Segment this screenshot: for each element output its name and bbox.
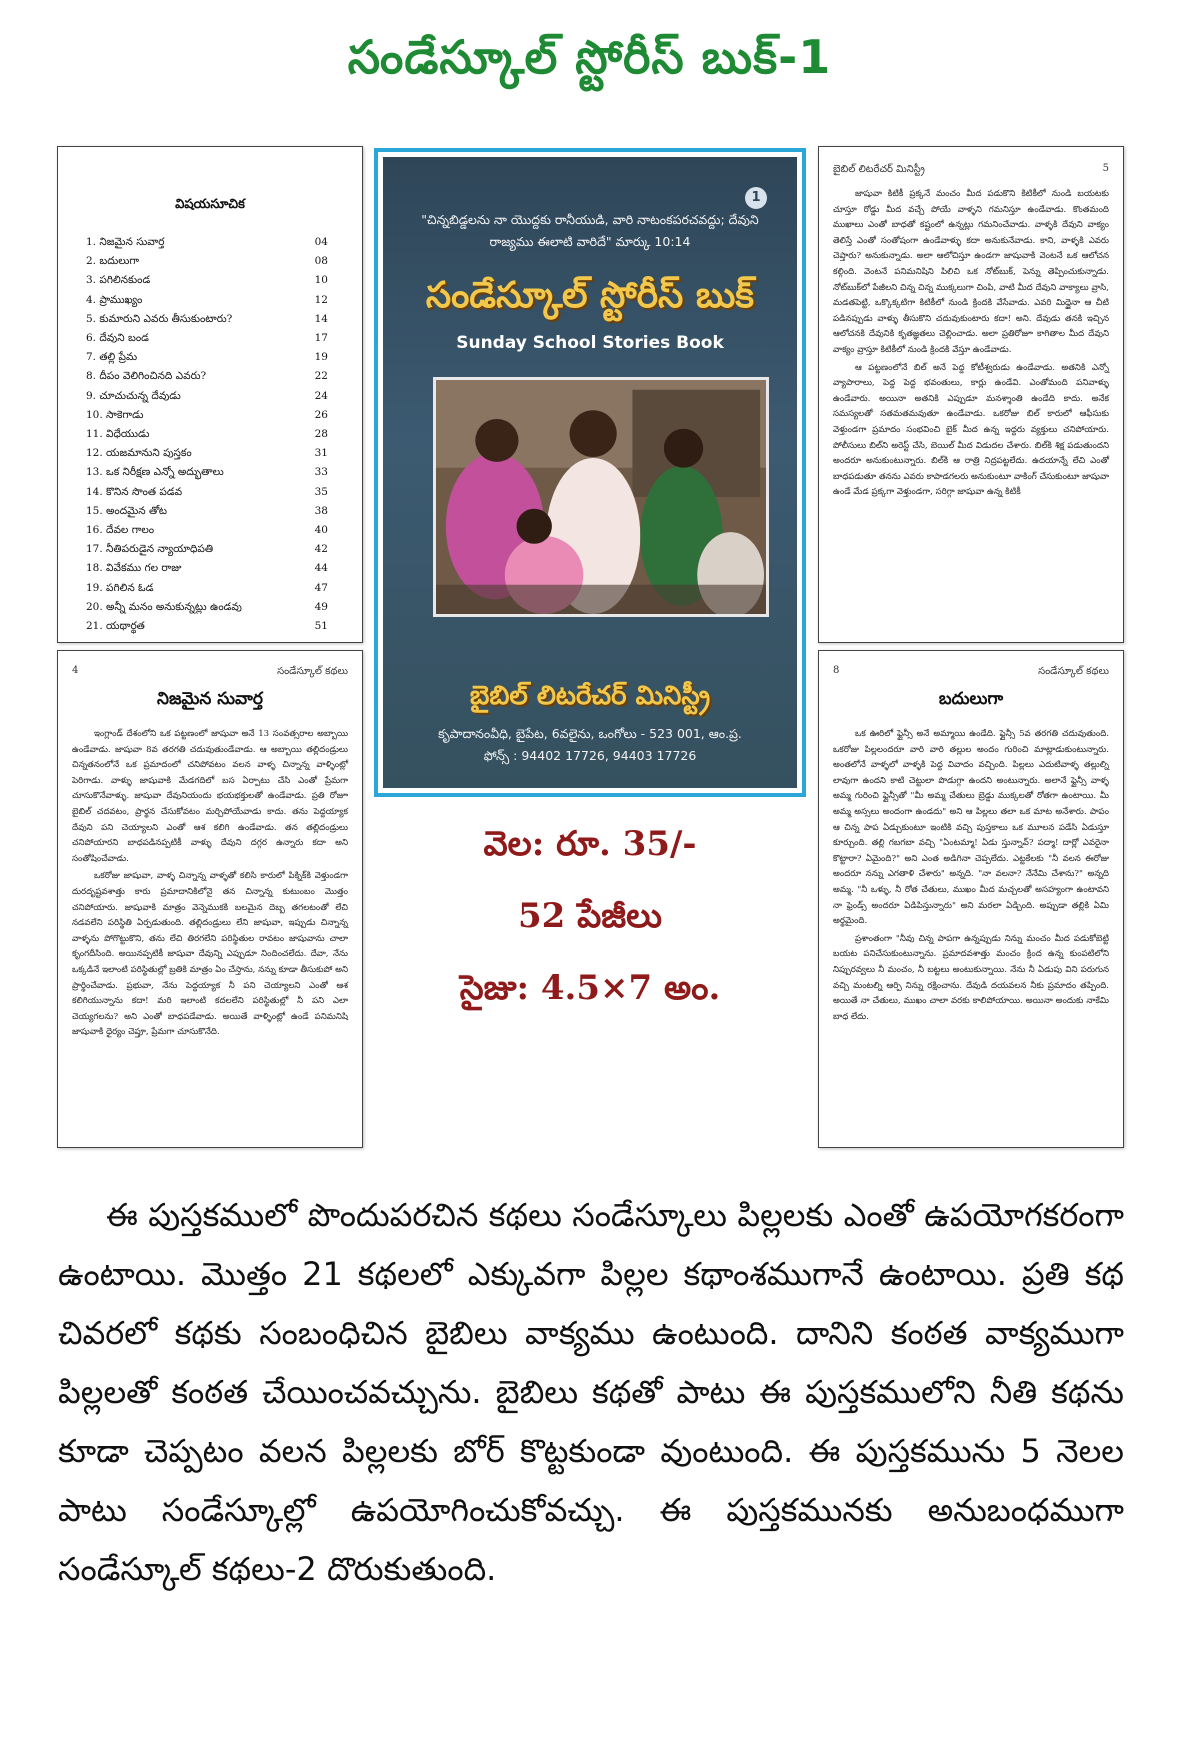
toc-item (72, 617, 348, 636)
toc-item-label: 11. విధేయుడు (86, 428, 150, 441)
toc-item (72, 310, 348, 329)
paragraph: జాషువా కిటికీ ప్రక్కనే మంచం మీద పడుకొని కిటికీలో నుండి బయటకు చూస్తూ రోడ్డు మీద వచ్చే పోయే వాళ్ళని గమనిస్తూ ఉండేవాడు. కొంతమంది ముఖాలు ఎంతో బాధతో కష్టంలో ఉన్నట్లు గమనించేవాడు. వాళ్ళకి దేవుని వాక్యం తెలిస్తే ఎంతో సంతోషంగా ఉండేవాళ్ళు కదా అనుకునేవాడు. కాని, వాళ్ళకి ఎవరు చెప్తారు? అనుకున్నాడు. అలా ఆలోచిస్తూ ఉండగా జాషువాకి వెంటనే ఒక ఆలోచన కల్గింది. వెంటనే పనిమనిషిని పిలిచి ఒక నోట్‌బుక్, పెన్ను తెప్పించుకున్నాడు. నోట్‌బుక్‌లో పేజీలని చిన్న చిన్న ముక్కలుగా చింపి, వాటి మీద దేవుని వాక్యాలు వ్రాసి, మడతపెట్టి, ఒక్కొక్కటిగా కిటికీలో నుండి క్రిందకి వేసేవాడు. ఎవరి మిద్దైనా ఆ చీటి పడినప్పుడు వాళ్ళు తీసుకొని చదువుకుంటారు కదా! అని. దేవుడు తనకి ఇచ్చిన ఆలోచనకి దేవునికి కృతజ్ఞతలు చెల్లించాడు. అలా ప్రతిరోజూ కాగితాల మీద దేవుని వాక్యం వ్రాస్తూ కిటికీలో నుండి క్రిందకి వేస్తూ ఉండేవాడు. (833, 189, 1109, 355)
toc-item-label: 2. బదులుగా (86, 255, 140, 268)
toc-item-page: 12 (314, 293, 328, 306)
cover-title: సండేస్కూల్ స్టోరీస్ బుక్ (425, 275, 755, 316)
toc-item-label: 6. దేవుని బండ (86, 332, 149, 345)
running-header-left: బైబిల్ లిటరేచర్ మినిస్ట్రీ (833, 164, 925, 175)
story-title: నిజమైన సువార్త (157, 689, 263, 709)
paragraph: ఆ పట్టణంలోనే బిల్ అనే పెద్ద కోటీశ్వరుడు ఉండేవాడు. అతనికి ఎన్నో వ్యాపారాలు, పెద్ద పెద్ద భవంతులు, కార్లు ఉండేవి. ఎంతోమంది పనివాళ్ళు ఉండేవారు. అయినా అతనికి ఎప్పుడూ మనశ్శాంతి ఉండేది కాదు. అనేక సమస్యలతో సతమతమవుతూ ఉండేవాడు. ఒకరోజు బిల్ కారులో ఆఫీసుకు వెళ్తుండగా ప్రమాదం సంభవించి బైక్ మీద ఉన్న ఇద్దరు వ్యక్తులు చనిపోయారు. పోలీసులు బిల్‌ని అరెస్ట్ చేసి, బెయిల్ మీద విడుదల చేశారు. బిల్‌కి శిక్ష పడుతుందని అందరూ అనుకుంటున్నారు. బిల్‌కి ఆ రాత్రి నిద్రపట్టలేదు. ఉదయాన్నే లేచి ఎంతో బాధపడుతూ తనను ఎవరు కాపాడగలరు అనుకుంటూ వాకింగ్ చేసుకుంటూ జాషువా ఉండే మేడ ప్రక్కగా వెళ్తుండగా, సరిగ్గా జాషువా ఉన్న కిటికీ (833, 362, 1109, 498)
page-title: సండేస్కూల్ స్టోరీస్ బుక్-1 (347, 30, 832, 84)
sample-page-8 (818, 650, 1124, 1148)
toc-list (72, 233, 348, 636)
cover-address-block (393, 723, 787, 767)
toc-item-label: 4. ప్రాముఖ్యం (86, 293, 143, 306)
page-body (72, 727, 348, 1041)
toc-item-label: 15. అందమైన తోట (86, 504, 168, 517)
volume-badge: 1 (745, 187, 767, 209)
toc-item-label: 17. నీతిపరుడైన న్యాయాధిపతి (86, 543, 214, 556)
size-label: సైజు: 4.5×7 అం. (459, 968, 721, 1008)
toc-item-label: 14. కొనిన సొంత పడవ (86, 485, 183, 498)
toc-item-label: 19. పగిలిన ఓడ (86, 581, 154, 594)
book-cover-inner (383, 157, 797, 788)
running-header-right: 5 (1102, 163, 1109, 174)
running-header-right: సండేస్కూల్ కథలు (1038, 666, 1109, 677)
toc-item-label: 12. యజమానుని పుస్తకం (86, 447, 192, 460)
paragraph: ప్రశాంతంగా "నీవు చిన్న పాపగా ఉన్నప్పుడు నిన్ను మంచం మీద పడుకోబెట్టి బయట పనిచేసుకుంటున్నాను. ప్రమాదవశాత్తు మంచం క్రింద ఉన్న కుంపటిలోని నిప్పురవ్వలు నీ మంచం, నీ బట్టలు అంటుకున్నాయి. నేను నీ ఏడుపు విని పరుగున వచ్చి మంటల్ని ఆర్పి నిన్ను రక్షించాను. దేవుడి దయవలన నీకు ప్రమాదం తప్పింది. అయితే నా చేతులు, ముఖం చాలా వరకు కాలిపోయాయి. అయినా అందుకు నాకేమి బాధ లేదు. (833, 933, 1109, 1022)
toc-item-label: 9. చూచుచున్న దేవుడు (86, 389, 181, 402)
cover-photo (433, 377, 769, 617)
cover-verse: "చిన్నబిడ్డలను నా యొద్దకు రానీయుడి, వారి నాటంకపరచవద్దు; దేవుని రాజ్యము ఈలాటి వారిదే" మార్కు 10:14 (421, 212, 759, 249)
page-count-label: 52 పేజీలు (517, 896, 663, 936)
toc-item-label: 7. తల్లి ప్రేమ (86, 351, 138, 364)
cover-publisher: బైబిల్ లిటరేచర్ మినిస్ట్రీ (469, 681, 711, 711)
toc-heading: విషయసూచిక (175, 197, 245, 212)
toc-item-page: 47 (314, 581, 328, 594)
children-praying-photo (436, 380, 766, 614)
toc-item (72, 271, 348, 290)
toc-item-page: 51 (314, 620, 328, 633)
toc-item-label: 18. వివేకము గల రాజు (86, 562, 182, 575)
running-header-left: 8 (833, 665, 840, 676)
toc-item-page: 44 (314, 562, 328, 575)
toc-item-page: 33 (314, 466, 328, 479)
toc-item-page: 17 (314, 332, 328, 345)
running-header (72, 665, 348, 679)
running-header-right: సండేస్కూల్ కథలు (277, 666, 348, 677)
toc-item-label: 3. పగిలినకుండ (86, 274, 151, 287)
toc-item (72, 444, 348, 463)
toc-item-page: 35 (314, 485, 328, 498)
toc-item-label: 20. అన్నీ మనం అనుకున్నట్లు ఉండవు (86, 600, 242, 613)
toc-item (72, 483, 348, 502)
toc-item (72, 598, 348, 617)
toc-item-page: 31 (314, 447, 328, 460)
toc-page (57, 146, 363, 643)
toc-item (72, 521, 348, 540)
toc-item (72, 540, 348, 559)
toc-item-page: 04 (314, 236, 328, 248)
paragraph: ఒకరోజు జాషువా, వాళ్ళ చిన్నాన్న వాళ్ళతో కలిసి కారులో పిక్నిక్‌కి వెళ్తుండగా దురదృష్టవశాత్తు కారు ప్రమాదానికిలోనై తన చిన్నాన్న కుటుంబం మొత్తం చనిపోయారు. జాషువాకి మాత్రం వెన్నెముకకి బలమైన దెబ్బ తగలటంతో లేచి నడవలేని పరిస్థితి ఏర్పడుతుంది. తల్లిదండ్రులు లేని జాషువా, ఇప్పుడు చిన్నాన్న వాళ్ళను పోగొట్టుకొని, తను లేచి తిరగలేని పరిస్థితుల రావటం జాషువాను చాలా కృంగదీసింది. అయినప్పటికీ జాషువా దేవున్ని ఎప్పుడూ నిందించలేదు. దేవా, నేను ఒక్కడినే ఇలాంటి పరిస్థితుల్లో బ్రతికి మాత్రం ఏం చేస్తాను, నన్ను కూడా తీసుకుపో అని ప్రార్థించేవాడు. ప్రభువా, నేను పెద్దయ్యాక నీ పని చెయ్యాలని ఎంతో ఆశ కలిగియున్నాను కదా! మరి ఇలాంటి కదలలేని పరిస్థితుల్లో నీ పని ఎలా చెయ్యగలను? అని ఎంతో బాధపడేవాడు. అయితే వాళ్ళింట్లో ఉండే పనిమనిషి జాషువాకి ధైర్యం చెప్తూ, ప్రేమగా చూసుకొనేది. (72, 871, 348, 1038)
toc-item (72, 579, 348, 598)
toc-item-label: 5. కుమారుని ఎవరు తీసుకుంటారు? (86, 312, 233, 325)
description-text: ఈ పుస్తకములో పొందుపరచిన కథలు సండేస్కూలు పిల్లలకు ఎంతో ఉపయోగకరంగా ఉంటాయి. మొత్తం 21 కథలలో ఎక్కువగా పిల్లల కథాంశముగానే ఉంటాయి. ప్రతి కథ చివరలో కథకు సంబంధిచిన బైబిలు వాక్యము ఉంటుంది. దానిని కంఠత వాక్యముగా పిల్లలతో కంఠత చేయించవచ్చును. బైబిలు కథతో పాటు ఈ పుస్తకములోని నీతి కథను కూడా చెప్పటం వలన పిల్లలకు బోర్ కొట్టకుండా వుంటుంది. ఈ పుస్తకమును 5 నెలల పాటు సండేస్కూల్లో ఉపయోగించుకోవచ్చు. ఈ పుస్తకమునకు అనుబంధముగా సండేస్కూల్ కథలు-2 దొరుకుతుంది. (58, 1196, 1124, 1588)
cover-phones: ఫోన్స్ : 94402 17726, 94403 17726 (483, 748, 697, 763)
toc-item (72, 233, 348, 252)
toc-item (72, 367, 348, 386)
price-label: వెల: రూ. 35/- (483, 824, 697, 864)
toc-item (72, 559, 348, 578)
toc-item (72, 463, 348, 482)
paragraph: ఒక ఊరిలో ఫ్లైన్సీ అనే అమ్మాయి ఉండేది. ఫ్లైన్సీ 5వ తరగతి చదువుతుంది. ఒకరోజు పిల్లలందరూ వారి వారి తల్లుల అందం గురించి మాట్లాడుకుంటున్నారు. అంతలోనే వాళ్ళలో వాళ్ళకి పెద్ద వివాదం వచ్చింది. పిల్లలు ఎదుటివాళ్ళ తల్లుల్ని లావుగా ఉందని కాటి చెట్టులా పొడుగ్గా ఉందని అంటున్నారు. అలానే ఫ్లైన్సీ వాళ్ళ అమ్మ గురించి ఫ్లైన్సీతో "మీ అమ్మ చేతులు బ్రెడ్డు ముక్కలతో రోతగా ఉంటాయి. మీ అమ్మ అస్సలు అందంగా ఉండదు" అని ఆ పిల్లలు తలా ఒక మాట అనేశారు. పాపం ఆ చిన్న పాప ఏడ్చుకుంటూ ఇంటికి వచ్చి పుస్తకాలు ఒక మూలన పడేసి ఏడుస్తూ కూర్చుంది. తల్లి గబగబా వచ్చి "ఏంటమ్మా! ఏడు స్తున్నావ్? పద్మా! దార్లో ఎవరైనా కొట్టారా? ఏమైంది?" అని ఎంత అడిగినా చెప్పలేదు. ఎట్టకేలకు "నీ వలన ఈరోజు అందరూ నన్ను ఎగతాళి చేశారు" అన్నది. "నా వలనా? నేనేమి చేశాను?" అన్నది అమ్మ. "నీ ఒళ్ళు, నీ రోత చేతులు, ముఖం మీద మచ్చలతో అసహ్యంగా ఉంటావని నా ఫ్రెండ్స్ అందరూ ఏడిపిస్తున్నారు" అని మరలా ఏడ్చింది. అప్పుడా తల్లికి ఏమి అర్థమైంది. (833, 729, 1109, 927)
toc-item (72, 291, 348, 310)
toc-item-page: 22 (314, 370, 328, 383)
toc-item-page: 08 (314, 255, 328, 268)
toc-item (72, 348, 348, 367)
page-body (833, 727, 1109, 1025)
toc-item (72, 329, 348, 348)
toc-item-label: 10. సాకెగాడు (86, 408, 144, 421)
toc-item-label: 16. దేవల గాలం (86, 524, 155, 537)
page-body (833, 187, 1109, 501)
toc-item-label: 8. దీపం వెలిగించినది ఎవరు? (86, 370, 207, 383)
book-description (58, 1186, 1124, 1599)
toc-item-page: 42 (314, 543, 328, 556)
sample-page-4 (57, 650, 363, 1148)
toc-item-page: 24 (314, 389, 328, 402)
toc-item (72, 406, 348, 425)
cover-subtitle: Sunday School Stories Book (456, 333, 724, 353)
toc-item (72, 387, 348, 406)
paragraph: ఇంగ్లాండ్ దేశంలోని ఒక పట్టణంలో జాషువా అనే 13 సంవత్సరాల అబ్బాయి ఉండేవాడు. జాషువా 8వ తరగతి చదువుతుండేవాడు. ఆ అబ్బాయి తల్లిదండ్రులు చిన్నతనంలోనే ఒక ప్రమాదంలో చనిపోవటం వలన వాళ్ళ చిన్నాన్న వాళ్ళింట్లో పెరిగాడు. వాళ్ళు జాషువాకి మేడగదిలో బస ఏర్పాటు చేసి ఎంతో ప్రేమగా చూసుకొనేవాళ్ళు. జాషువా దేవునియందు భయభక్తులతో ఉండేవాడు. ప్రతి రోజూ బైబిల్ చదవటం, ప్రార్థన చేసుకోవటం మర్చిపోయేవాడు కాదు. తను పెద్దయ్యాక దేవుని పని చెయ్యాలని ఎంతో ఆశ కలిగి ఉండేవాడు. తన తల్లిదండ్రులు చనిపోయారని బాధపడినప్పటికీ వాళ్ళు దేవుని దగ్గర ఉన్నారు కదా అని సంతోషించేవాడు. (72, 729, 348, 864)
toc-item-page: 14 (314, 312, 328, 325)
toc-item-label: 1. నిజమైన సువార్త (86, 236, 165, 248)
toc-item (72, 252, 348, 271)
toc-item-page: 40 (314, 524, 328, 537)
toc-item-page: 38 (314, 504, 328, 517)
sample-page-5 (818, 146, 1124, 643)
toc-item-page: 19 (314, 351, 328, 364)
story-title: బదులుగా (938, 689, 1004, 709)
book-cover (374, 148, 806, 797)
cover-address: కృపాదానంవీధి, బైపేట, 6వలైను, ఒంగోలు - 523 001, ఆం.ప్ర. (438, 726, 742, 741)
toc-item-page: 28 (314, 428, 328, 441)
toc-item (72, 425, 348, 444)
toc-item-label: 13. ఒక నిరీక్షణ ఎన్నో అద్భుతాలు (86, 466, 224, 479)
running-header (833, 163, 1109, 177)
toc-item (72, 502, 348, 521)
toc-item-page: 10 (314, 274, 328, 287)
toc-item-page: 49 (314, 600, 328, 613)
running-header-left: 4 (72, 665, 79, 676)
toc-item-label: 21. యథార్థత (86, 620, 145, 633)
toc-item-page: 26 (314, 408, 328, 421)
running-header (833, 665, 1109, 679)
